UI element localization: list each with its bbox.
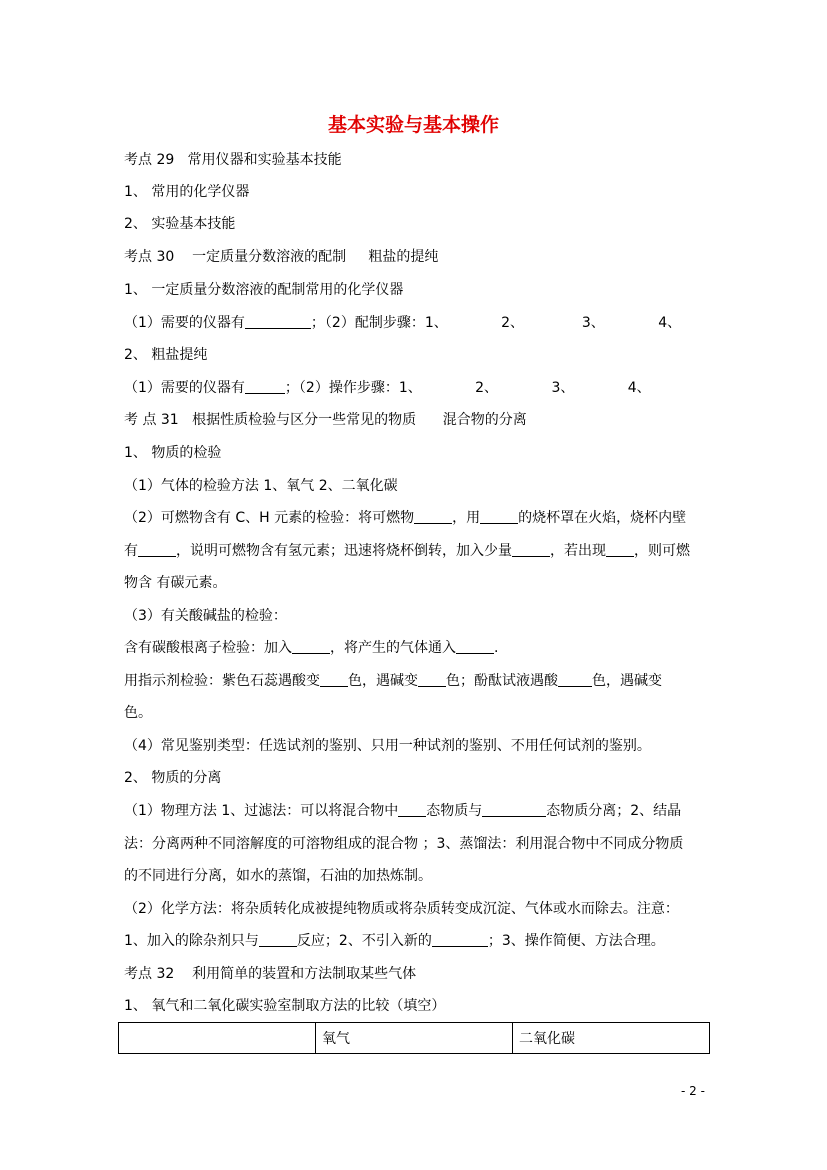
blank xyxy=(480,509,518,524)
physical-method-line-2: 法：分离两种不同溶解度的可溶物组成的混合物 ；3、蒸馏法：利用混合物中不同成分物质 xyxy=(124,836,684,852)
indicator-test-line-2: 色。 xyxy=(124,705,152,721)
gas-prep-compare-heading: 1、 氧气和二氧化碳实验室制取方法的比较（填空） xyxy=(124,998,446,1014)
section-32-heading: 考点 32 利用简单的装置和方法制取某些气体 xyxy=(124,966,417,982)
blank xyxy=(432,932,488,947)
carbonate-test-line: 含有碳酸根离子检验：加入 ，将产生的气体通入 . xyxy=(124,640,499,656)
blank xyxy=(245,314,311,329)
table-cell xyxy=(119,1023,316,1054)
identification-types-line: （4）常见鉴别类型：任选试剂的鉴别、只用一种试剂的鉴别、不用任何试剂的鉴别。 xyxy=(124,738,651,754)
chemical-method-line-2: 1、加入的除杂剂只与 反应；2、不引入新的 ；3、操作简便、方法合理。 xyxy=(124,933,665,949)
salt-purification-line: （1）需要的仪器有 ；（2）操作步骤：1、 2、 3、 4、 xyxy=(124,380,651,396)
blank xyxy=(558,672,592,687)
acid-base-salt-heading: （3）有关酸碱盐的检验： xyxy=(124,608,287,624)
physical-method-line-3: 的不同进行分离，如水的蒸馏，石油的加热炼制。 xyxy=(124,868,432,884)
item-basic-skills: 2、 实验基本技能 xyxy=(124,216,236,232)
item-substance-test: 1、 物质的检验 xyxy=(124,445,222,461)
blank xyxy=(245,379,285,394)
blank xyxy=(138,542,176,557)
item-salt-purification: 2、 粗盐提纯 xyxy=(124,347,208,363)
blank xyxy=(456,639,494,654)
blank xyxy=(320,672,348,687)
section-31-heading: 考 点 31 根据性质检验与区分一些常见的物质 混合物的分离 xyxy=(124,412,527,428)
blank xyxy=(414,509,452,524)
blank xyxy=(418,672,446,687)
item-solution-prep: 1、 一定质量分数溶液的配制常用的化学仪器 xyxy=(124,282,404,298)
table-row xyxy=(119,1023,710,1054)
combustible-test-line-3: 物含 有碳元素。 xyxy=(124,575,227,591)
combustible-test-line: （2）可燃物含有 C、H 元素的检验：将可燃物 ，用 的烧杯罩在火焰，烧杯内壁 xyxy=(124,510,687,526)
table-cell: 氧气 xyxy=(316,1023,513,1054)
doc-title: 基本实验与基本操作 xyxy=(327,114,499,136)
item-separation: 2、 物质的分离 xyxy=(124,770,222,786)
indicator-test-line: 用指示剂检验：紫色石蕊遇酸变 色，遇碱变 色；酚酞试液遇酸 色，遇碱变 xyxy=(124,673,662,689)
blank xyxy=(259,932,297,947)
section-29-heading: 考点 29 常用仪器和实验基本技能 xyxy=(124,152,342,168)
physical-method-line: （1）物理方法 1、过滤法：可以将混合物中 态物质与 态物质分离；2、结晶 xyxy=(124,803,682,819)
blank xyxy=(292,639,330,654)
comparison-table xyxy=(118,1022,710,1054)
combustible-test-line-2: 有 ，说明可燃物含有氢元素；迅速将烧杯倒转，加入少量 ，若出现 ，则可燃 xyxy=(124,543,690,559)
chemical-method-line: （2）化学方法：将杂质转化成被提纯物质或将杂质转变成沉淀、气体或水而除去。注意： xyxy=(124,901,679,917)
solution-prep-line: （1）需要的仪器有 ；（2）配制步骤：1、 2、 3、 4、 xyxy=(124,315,682,331)
page-number: - 2 - xyxy=(681,1084,705,1098)
blank xyxy=(482,802,546,817)
section-30-heading: 考点 30 一定质量分数溶液的配制 粗盐的提纯 xyxy=(124,249,439,265)
item-chem-instruments: 1、 常用的化学仪器 xyxy=(124,184,250,200)
table-cell: 二氧化碳 xyxy=(513,1023,710,1054)
blank xyxy=(398,802,426,817)
gas-test-line: （1）气体的检验方法 1、氧气 2、二氧化碳 xyxy=(124,478,398,494)
blank xyxy=(606,542,634,557)
blank xyxy=(512,542,550,557)
